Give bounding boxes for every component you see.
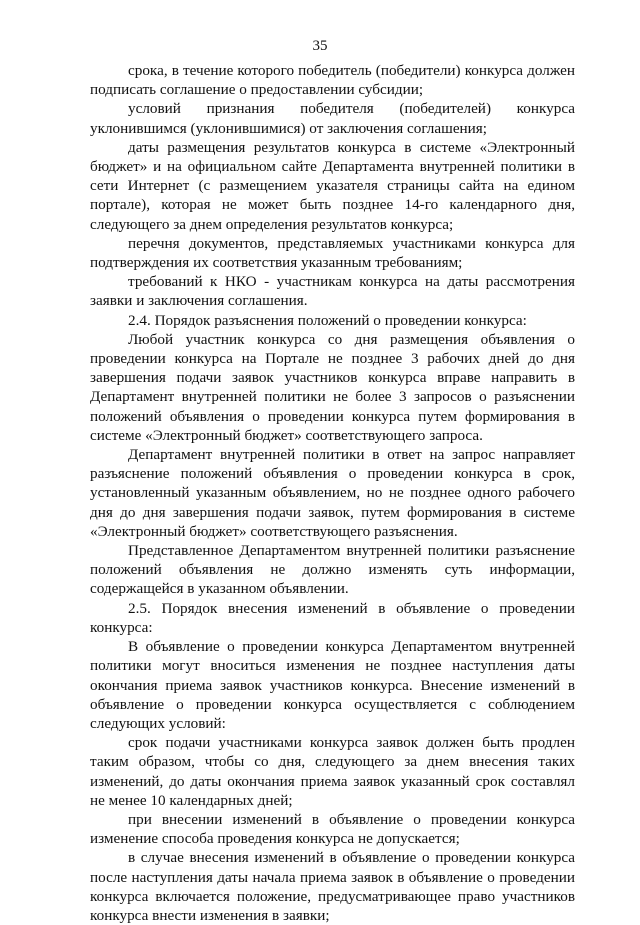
paragraph-application-changes: в случае внесения изменений в объявление о проведении конкурса после наступления даты начала приема заявок в объявление о проведении конкурса включается положение, предусматривающее право участников конкурса внести изменения в заявки; <box>90 849 575 924</box>
paragraph-amendment-rules: В объявление о проведении конкурса Департаментом внутренней политики могут вноситься изменения не позднее наступления даты окончания приема заявок участников конкурса. Внесение изменений в объявление о проведении конкурса осуществляется с соблюдением следующих условий: <box>90 638 575 732</box>
paragraph-deadline-extension: срок подачи участниками конкурса заявок должен быть продлен таким образом, чтобы со дня, следующего за днем внесения таких изменений, до даты окончания приема заявок указанный срок составлял не менее 10 календарных дней; <box>90 734 575 809</box>
document-body <box>90 61 575 925</box>
paragraph-nko-requirements: требований к НКО - участникам конкурса на даты рассмотрения заявки и заключения соглашения. <box>90 273 575 310</box>
page-number: 35 <box>312 38 328 54</box>
paragraph-signing-deadline: срока, в течение которого победитель (победители) конкурса должен подписать соглашение о предоставлении субсидии; <box>90 62 575 99</box>
paragraph-method-change-ban: при внесении изменений в объявление о проведении конкурса изменение способа проведения конкурса не допускается; <box>90 810 575 848</box>
paragraph-evasion-conditions: условий признания победителя (победителей) конкурса уклонившимся (уклонившимися) от заключения соглашения; <box>90 100 575 137</box>
section-heading-2-4: 2.4. Порядок разъяснения положений о проведении конкурса: <box>128 311 527 329</box>
paragraph-clarification-limits: Представленное Департаментом внутренней политики разъяснение положений объявления не должно изменять суть информации, содержащейся в указанном объявлении. <box>90 542 575 598</box>
paragraph-results-publication: даты размещения результатов конкурса в системе «Электронный бюджет» и на официальном сайте Департамента внутренней политики в сети Интернет (с размещением указателя страницы сайта на едином портале), которая не может быть позднее 14-го календарного дня, следующего за днем определения результатов конкурса; <box>90 138 575 233</box>
paragraph-document-list: перечня документов, представляемых участниками конкурса для подтверждения их соответствия указанным требованиям; <box>90 234 575 272</box>
paragraph-department-response: Департамент внутренней политики в ответ на запрос направляет разъяснение положений объявления о проведении конкурса в срок, установленный указанным объявлением, но не позднее одного рабочего дня до дня завершения подачи заявок, путем формирования в системе «Электронный бюджет» соответствующего разъяснения. <box>90 446 575 540</box>
section-heading-2-5: 2.5. Порядок внесения изменений в объявление о проведении конкурса: <box>90 599 575 636</box>
paragraph-clarification-requests: Любой участник конкурса со дня размещения объявления о проведении конкурса на Портале не позднее 3 рабочих дней до дня завершения подачи заявок участников конкурса вправе направить в Департамент внутренней политики не более 3 запросов о разъяснении положений объявления о проведении конкурса путем формирования в системе «Электронный бюджет» соответствующего запроса. <box>90 330 575 444</box>
